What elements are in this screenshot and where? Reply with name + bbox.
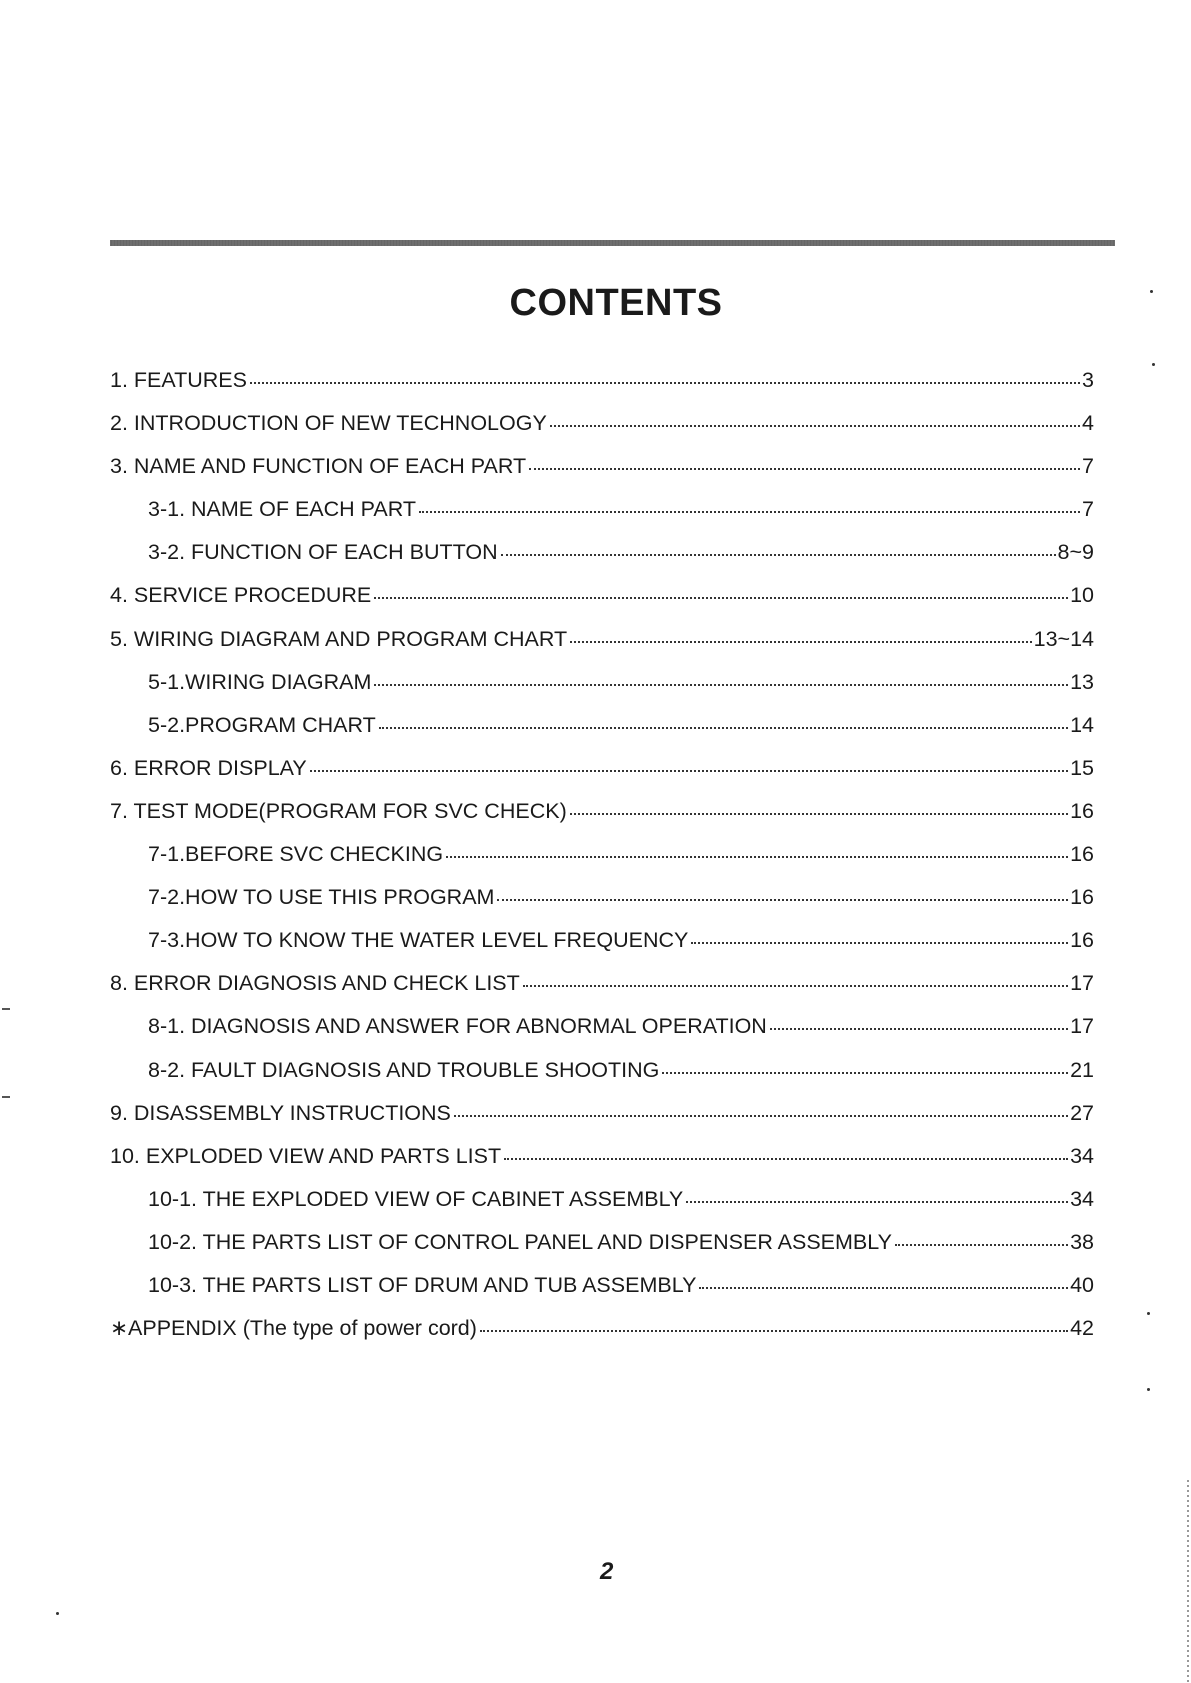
toc-entry bbox=[110, 842, 1094, 885]
toc-entry-label: 5-1.WIRING DIAGRAM bbox=[148, 669, 372, 694]
page-number: 2 bbox=[600, 1558, 614, 1585]
scan-speck bbox=[1147, 1312, 1150, 1315]
toc-entry-page: 16 bbox=[1070, 842, 1094, 867]
toc-leader-dots bbox=[310, 770, 1068, 772]
toc-entry-label: 7. TEST MODE(PROGRAM FOR SVC CHECK) bbox=[110, 798, 567, 823]
scan-margin-mark bbox=[2, 1096, 10, 1098]
toc-entry bbox=[110, 1014, 1094, 1057]
scan-margin-mark bbox=[2, 1008, 10, 1010]
toc-entry-page: 10 bbox=[1070, 583, 1094, 608]
toc-entry bbox=[110, 1230, 1094, 1273]
toc-entry-label: 1. FEATURES bbox=[110, 368, 247, 392]
scan-speck bbox=[56, 1612, 59, 1615]
toc-entry-label: 7-1.BEFORE SVC CHECKING bbox=[148, 842, 444, 867]
toc-entry-label: 3-1. NAME OF EACH PART bbox=[148, 497, 417, 522]
toc-entry-page: 13~14 bbox=[1033, 626, 1094, 651]
toc-entry-label: 3. NAME AND FUNCTION OF EACH PART bbox=[110, 454, 527, 479]
scan-speck bbox=[1152, 363, 1155, 366]
toc-entry-label: 8-2. FAULT DIAGNOSIS AND TROUBLE SHOOTING bbox=[148, 1057, 660, 1082]
toc-entry-label: 10-3. THE PARTS LIST OF DRUM AND TUB ASSEMBLY bbox=[148, 1272, 697, 1297]
toc-leader-dots bbox=[529, 468, 1080, 470]
toc-entry-page: 17 bbox=[1070, 1014, 1094, 1039]
toc-entry bbox=[110, 583, 1094, 626]
toc-entry-label: 10-1. THE EXPLODED VIEW OF CABINET ASSEMBLY bbox=[148, 1186, 684, 1211]
toc-entry-page: 42 bbox=[1070, 1316, 1094, 1341]
toc-entry-page: 7 bbox=[1082, 454, 1094, 479]
toc-entry bbox=[110, 885, 1094, 928]
toc-leader-dots bbox=[379, 727, 1068, 729]
toc-leader-dots bbox=[570, 813, 1068, 815]
toc-entry bbox=[110, 540, 1094, 583]
toc-entry-page: 34 bbox=[1070, 1143, 1094, 1168]
toc-leader-dots bbox=[662, 1072, 1068, 1074]
toc-leader-dots bbox=[374, 684, 1068, 686]
toc-entry-label: 10-2. THE PARTS LIST OF CONTROL PANEL AND DISPENSER ASSEMBLY bbox=[148, 1229, 892, 1254]
toc-entry bbox=[110, 756, 1094, 799]
toc-entry bbox=[110, 1316, 1094, 1359]
toc-entry-label: 5-2.PROGRAM CHART bbox=[148, 712, 376, 737]
toc-entry-label: 2. INTRODUCTION OF NEW TECHNOLOGY bbox=[110, 411, 547, 436]
toc-leader-dots bbox=[504, 1158, 1068, 1160]
toc-leader-dots bbox=[770, 1028, 1068, 1030]
toc-entry bbox=[110, 411, 1094, 454]
toc-leader-dots bbox=[501, 554, 1056, 556]
toc-leader-dots bbox=[480, 1330, 1068, 1332]
toc-entry-page: 8~9 bbox=[1057, 540, 1094, 565]
toc-leader-dots bbox=[523, 985, 1068, 987]
table-of-contents bbox=[110, 368, 1094, 1359]
toc-leader-dots bbox=[454, 1115, 1068, 1117]
toc-entry-label: 4. SERVICE PROCEDURE bbox=[110, 583, 372, 608]
toc-leader-dots bbox=[374, 597, 1068, 599]
toc-entry-label: 6. ERROR DISPLAY bbox=[110, 755, 307, 780]
toc-entry-page: 17 bbox=[1070, 971, 1094, 996]
toc-leader-dots bbox=[895, 1244, 1068, 1246]
header-rule bbox=[110, 240, 1115, 246]
toc-entry-page: 21 bbox=[1070, 1057, 1094, 1082]
toc-entry-page: 38 bbox=[1070, 1229, 1094, 1254]
toc-entry bbox=[110, 799, 1094, 842]
toc-entry bbox=[110, 928, 1094, 971]
toc-entry-page: 3 bbox=[1082, 368, 1094, 392]
toc-leader-dots bbox=[686, 1201, 1068, 1203]
toc-leader-dots bbox=[497, 899, 1068, 901]
scan-speck bbox=[1150, 290, 1153, 293]
toc-entry-page: 14 bbox=[1070, 712, 1094, 737]
toc-entry bbox=[110, 368, 1094, 411]
toc-entry-page: 16 bbox=[1070, 798, 1094, 823]
toc-entry-label: 7-2.HOW TO USE THIS PROGRAM bbox=[148, 885, 495, 910]
toc-leader-dots bbox=[446, 856, 1068, 858]
toc-entry-page: 16 bbox=[1070, 928, 1094, 953]
toc-entry bbox=[110, 1058, 1094, 1101]
toc-entry-page: 34 bbox=[1070, 1186, 1094, 1211]
toc-entry-label: 8. ERROR DIAGNOSIS AND CHECK LIST bbox=[110, 971, 520, 996]
toc-leader-dots bbox=[550, 425, 1080, 427]
toc-entry bbox=[110, 971, 1094, 1014]
toc-entry bbox=[110, 1101, 1094, 1144]
toc-entry-label: 3-2. FUNCTION OF EACH BUTTON bbox=[148, 540, 498, 565]
toc-entry-page: 4 bbox=[1082, 411, 1094, 436]
toc-entry bbox=[110, 1273, 1094, 1316]
scan-speck bbox=[1147, 1388, 1150, 1391]
toc-entry-label: 8-1. DIAGNOSIS AND ANSWER FOR ABNORMAL OPERATION bbox=[148, 1014, 767, 1039]
page-title: CONTENTS bbox=[509, 282, 723, 324]
toc-entry bbox=[110, 454, 1094, 497]
toc-entry-label: ∗APPENDIX (The type of power cord) bbox=[110, 1316, 477, 1341]
toc-leader-dots bbox=[419, 511, 1080, 513]
toc-entry-label: 10. EXPLODED VIEW AND PARTS LIST bbox=[110, 1143, 502, 1168]
toc-entry bbox=[110, 713, 1094, 756]
toc-entry-label: 5. WIRING DIAGRAM AND PROGRAM CHART bbox=[110, 626, 568, 651]
toc-entry-page: 15 bbox=[1070, 755, 1094, 780]
toc-entry bbox=[110, 1187, 1094, 1230]
toc-entry-label: 7-3.HOW TO KNOW THE WATER LEVEL FREQUENCY bbox=[148, 928, 689, 953]
toc-leader-dots bbox=[699, 1287, 1068, 1289]
toc-entry-page: 40 bbox=[1070, 1272, 1094, 1297]
toc-entry bbox=[110, 497, 1094, 540]
toc-entry bbox=[110, 627, 1094, 670]
toc-entry-page: 27 bbox=[1070, 1100, 1094, 1125]
toc-leader-dots bbox=[570, 641, 1031, 643]
toc-entry-page: 7 bbox=[1082, 497, 1094, 522]
toc-entry bbox=[110, 670, 1094, 713]
toc-entry-page: 13 bbox=[1070, 669, 1094, 694]
toc-leader-dots bbox=[250, 382, 1080, 384]
toc-entry-page: 16 bbox=[1070, 885, 1094, 910]
toc-entry bbox=[110, 1144, 1094, 1187]
toc-entry-label: 9. DISASSEMBLY INSTRUCTIONS bbox=[110, 1100, 451, 1125]
scan-edge-strip bbox=[1187, 1480, 1189, 1683]
toc-leader-dots bbox=[691, 942, 1068, 944]
